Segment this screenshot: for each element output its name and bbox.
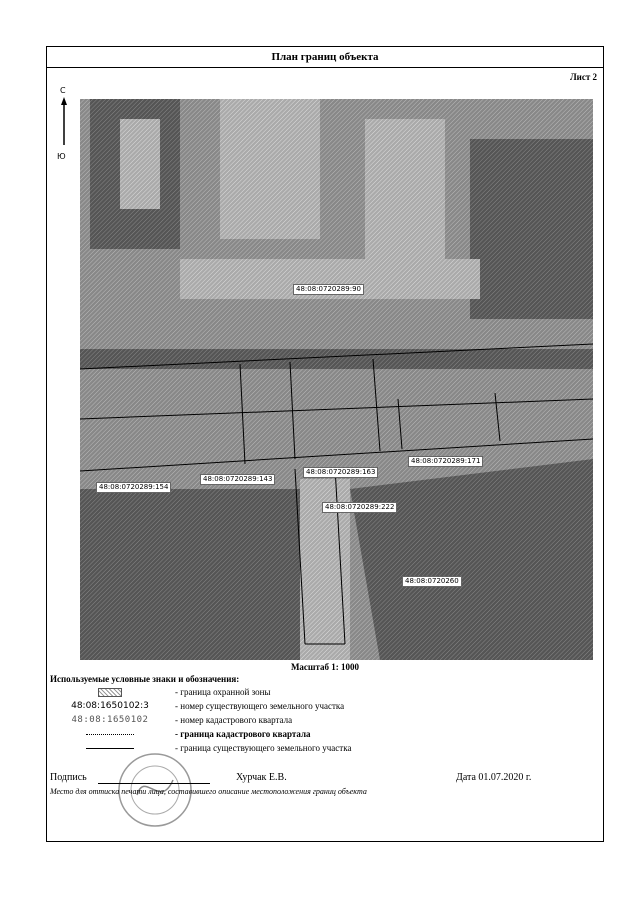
- signer-name: Хурчак Е.В.: [236, 772, 287, 783]
- signature-label: Подпись: [50, 772, 87, 783]
- parcel-label-222: 48:08:0720289:222: [322, 502, 397, 513]
- hatch-symbol-icon: [98, 688, 122, 697]
- parcel-label-90: 48:08:0720289:90: [293, 284, 364, 295]
- parcel-label-143: 48:08:0720289:143: [200, 474, 275, 485]
- north-arrow-icon: [56, 85, 72, 165]
- legend-label: - граница существующего земельного участка: [175, 743, 352, 753]
- document-frame: [46, 46, 604, 842]
- legend-symbol-text: 48:08:1650102: [71, 715, 149, 725]
- document-title: План границ объекта: [47, 47, 603, 68]
- aerial-map: [80, 99, 593, 660]
- legend-label: - граница охранной зоны: [175, 687, 271, 697]
- legend-title: Используемые условные знаки и обозначения:: [50, 674, 240, 684]
- signature-line: [98, 783, 210, 784]
- legend-item: [47, 729, 603, 742]
- map-scale: Масштаб 1: 1000: [290, 662, 360, 672]
- legend-label: - номер кадастрового квартала: [175, 715, 293, 725]
- legend-item: [47, 701, 603, 714]
- parcel-label-154: 48:08:0720289:154: [96, 482, 171, 493]
- legend-item: [47, 715, 603, 728]
- legend-label: - номер существующего земельного участка: [175, 701, 345, 711]
- legend-symbol-text: 48:08:1650102:3: [71, 701, 149, 711]
- signature-row: [50, 772, 600, 786]
- south-letter: Ю: [57, 152, 66, 161]
- dotted-line-icon: [86, 734, 134, 735]
- legend-label: - граница кадастрового квартала: [175, 729, 311, 739]
- sheet-number: Лист 2: [569, 72, 597, 82]
- legend-item: [47, 687, 603, 700]
- parcel-label-171: 48:08:0720289:171: [408, 456, 483, 467]
- parcel-label-163: 48:08:0720289:163: [303, 467, 378, 478]
- parcel-label-260: 48:08:0720260: [402, 576, 462, 587]
- signature-date: Дата 01.07.2020 г.: [456, 772, 532, 783]
- seal-place-note: Место для оттиска печати лица, составившего описание местоположения границ объекта: [50, 787, 367, 796]
- north-letter: С: [60, 86, 66, 95]
